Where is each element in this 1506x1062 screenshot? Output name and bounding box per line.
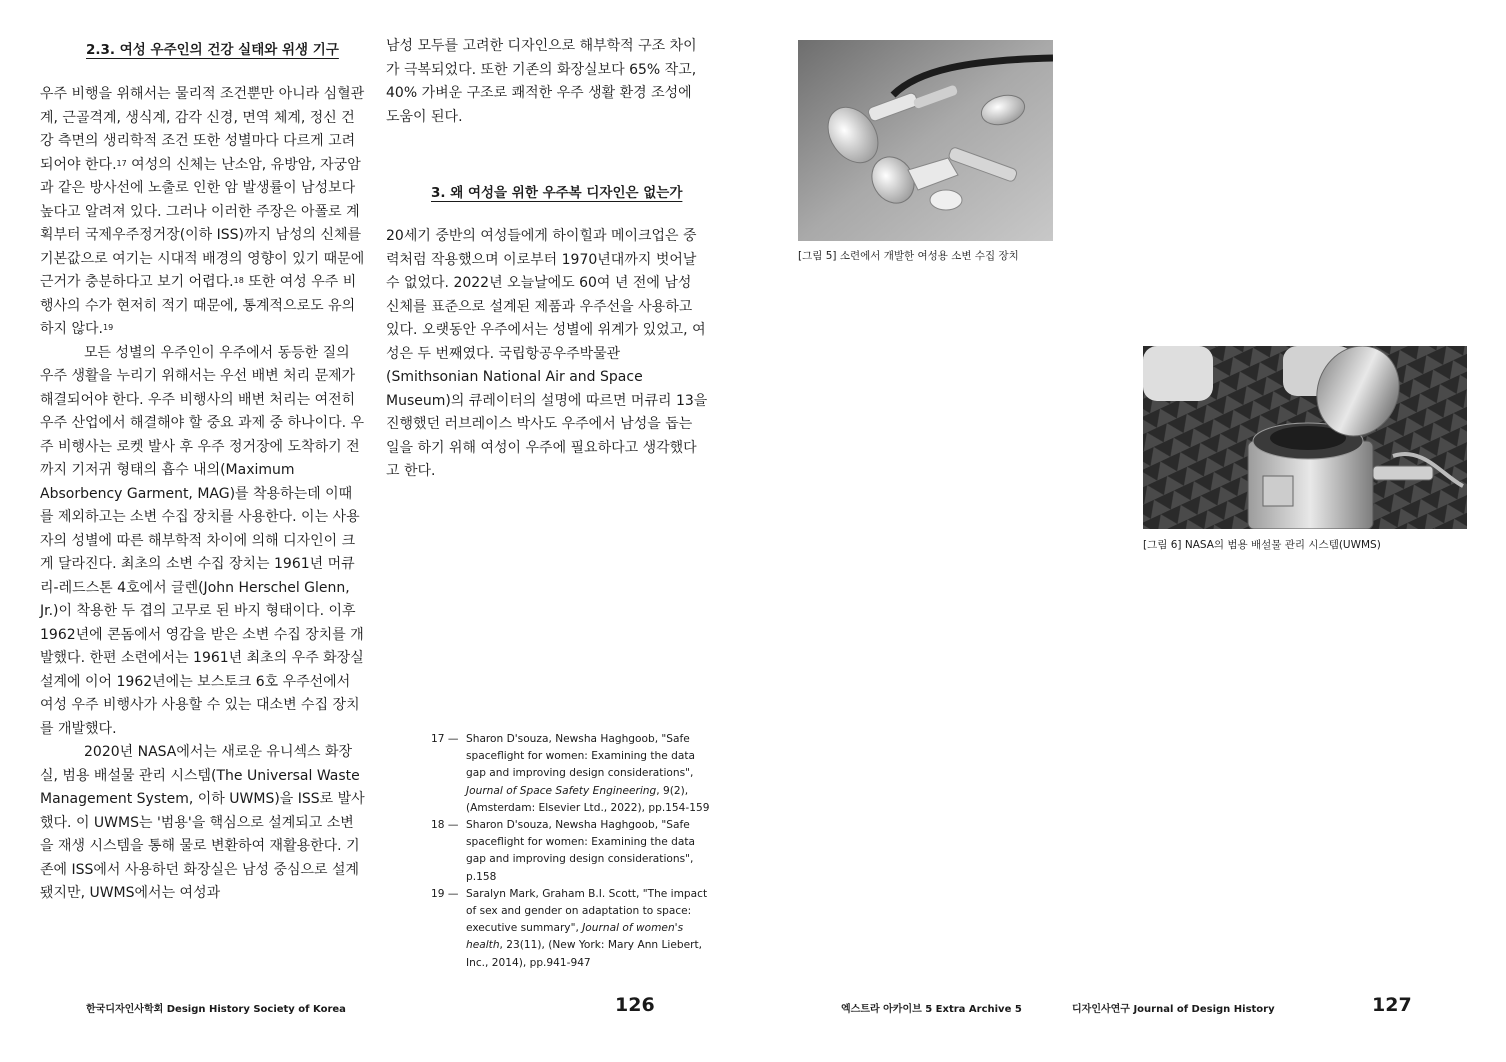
section-heading: 2.3. 여성 우주인의 건강 실태와 위생 기구	[86, 42, 339, 58]
footer-journal: 디자인사연구 Journal of Design History	[1072, 1004, 1275, 1015]
figure-6-image	[1143, 346, 1467, 529]
footer-society: 한국디자인사학회 Design History Society of Korea	[86, 1004, 346, 1015]
footer-series: 엑스트라 아카이브 5 Extra Archive 5	[841, 1004, 1022, 1015]
figure-6-caption: [그림 6] NASA의 범용 배설물 관리 시스템(UWMS)	[1143, 539, 1381, 551]
footnote-ref-18[interactable]: 18	[233, 276, 244, 285]
footnote-18: 18 — Sharon D'souza, Newsha Haghgoob, "Safe spaceflight for women: Examining the data gap and improving design considerations", p.158	[431, 819, 696, 883]
footnote-ref-17[interactable]: 17	[116, 158, 127, 168]
paragraph-2: 모든 성별의 우주인이 우주에서 동등한 질의 우주 생활을 누리기 위해서는 우선 배변 처리 문제가 해결되어야 한다. 우주 비행사의 배변 처리는 여전히 우주 산업에서 해결해야 할 중요 과제 중 하나이다. 우주 비행사는 로켓 발사 후 우주 정거장에 도착하기 전까지 기저귀 형태의 흡수 내의(Maximum Absorbency Garment, MAG)를 착용하는데 이때를 제외하고는 소변 수집 장치를 사용한다. 이는 사용자의 성별에 따른 해부학적 차이에 의해 디자인이 크게 달라진다. 최초의 소변 수집 장치는 1961년 머큐리-레드스톤 4호에서 글렌(John Herschel Glenn, Jr.)이 착용한 두 겹의 고무로 된 바지 형태이다. 이후 1962년에 콘돔에서 영감을 받은 소변 수집 장치를 개발했다. 한편 소련에서는 1961년 최초의 우주 화장실 설계에 이어 1962년에는 보스토크 6호 우주선에서 여성 우주 비행사가 사용할 수 있는 대소변 수집 장치를 개발했다.	[40, 344, 365, 737]
figure-5-image	[798, 40, 1053, 241]
paragraph-3: 2020년 NASA에서는 새로운 유니섹스 화장실, 범용 배설물 관리 시스템(The Universal Waste Management System, 이하 UWMS)을 ISS로 발사했다. 이 UWMS는 '범용'을 핵심으로 설계되고 소변을 재생 시스템을 통해 물로 변환하여 재활용한다. 기존에 ISS에서 사용하던 화장실은 남성 중심으로 설계됐지만, UWMS에서는 여성과	[40, 744, 365, 901]
footnote-19: 19 — Saralyn Mark, Graham B.I. Scott, "The impact of sex and gender on adaptation to space: executive summary", Journal of women's health, 23(11), (New York: Mary Ann Liebert, Inc., 2014), pp.941-947	[431, 887, 708, 969]
footnote-ref-19[interactable]: 19	[103, 323, 114, 332]
body-column-2-main: 20세기 중반의 여성들에게 하이힐과 메이크업은 중력처럼 작용했으며 이로부터 1970년대까지 벗어날 수 없었다. 2022년 오늘날에도 60여 년 전에 남성 신체를 표준으로 설계된 제품과 우주선을 사용하고 있다. 오랫동안 우주에서는 성별에 위계가 있었고, 여성은 두 번째였다. 국립항공우주박물관(Smithsonian National Air and Space Museum)의 큐레이터의 설명에 따르면 머큐리 13을 진행했던 러브레이스 박사도 우주에서 남성을 돕는 일을 하기 위해 여성이 우주에 필요하다고 생각했다고 한다.	[386, 228, 708, 479]
section-3-heading: 3. 왜 여성을 위한 우주복 디자인은 없는가	[431, 185, 683, 201]
paragraph-1: 우주 비행을 위해서는 물리적 조건뿐만 아니라 심혈관계, 근골격계, 생식계, 감각 신경, 면역 체계, 정신 건강 측면의 생리학적 조건 또한 성별마다 다르게 고려되어야 한다.$^{17}$ 여성의 신체는 난소암, 유방암, 자궁암과 같은 방사선에 노출로 인한 암 발생률이 남성보다 높다고 알려져 있다. 그러나 이러한 주장은 아폴로 계획부터 국제우주정거장(이하 ISS)까지 남성의 신체를 기본값으로 여기는 시대적 배경의 영향이 있기 때문에 근거가 충분하다고 보기 어렵다.$^{18}$ 또한 여성 우주 비행사의 수가 현저히 적기 때문에, 통계적으로도 유의하지 않다.$^{19}$	[40, 86, 365, 337]
footnotes	[431, 731, 716, 972]
body-column-1	[40, 83, 365, 906]
footnote-17: 17 — Sharon D'souza, Newsha Haghgoob, "Safe spaceflight for women: Examining the data gap and improving design considerations", Journal of Space Safety Engineering, 9(2), (Amsterdam: Elsevier Ltd., 2022), pp.154-159	[431, 733, 710, 814]
body-column-2-top: 남성 모두를 고려한 디자인으로 해부학적 구조 차이가 극복되었다. 또한 기존의 화장실보다 65% 작고, 40% 가벼운 구조로 쾌적한 우주 생활 환경 조성에 도움이 된다.	[386, 38, 697, 125]
figure-5-caption: [그림 5] 소련에서 개발한 여성용 소변 수집 장치	[798, 250, 1019, 262]
page-number-left: 126	[615, 994, 655, 1016]
page-number-right: 127	[1372, 994, 1412, 1016]
